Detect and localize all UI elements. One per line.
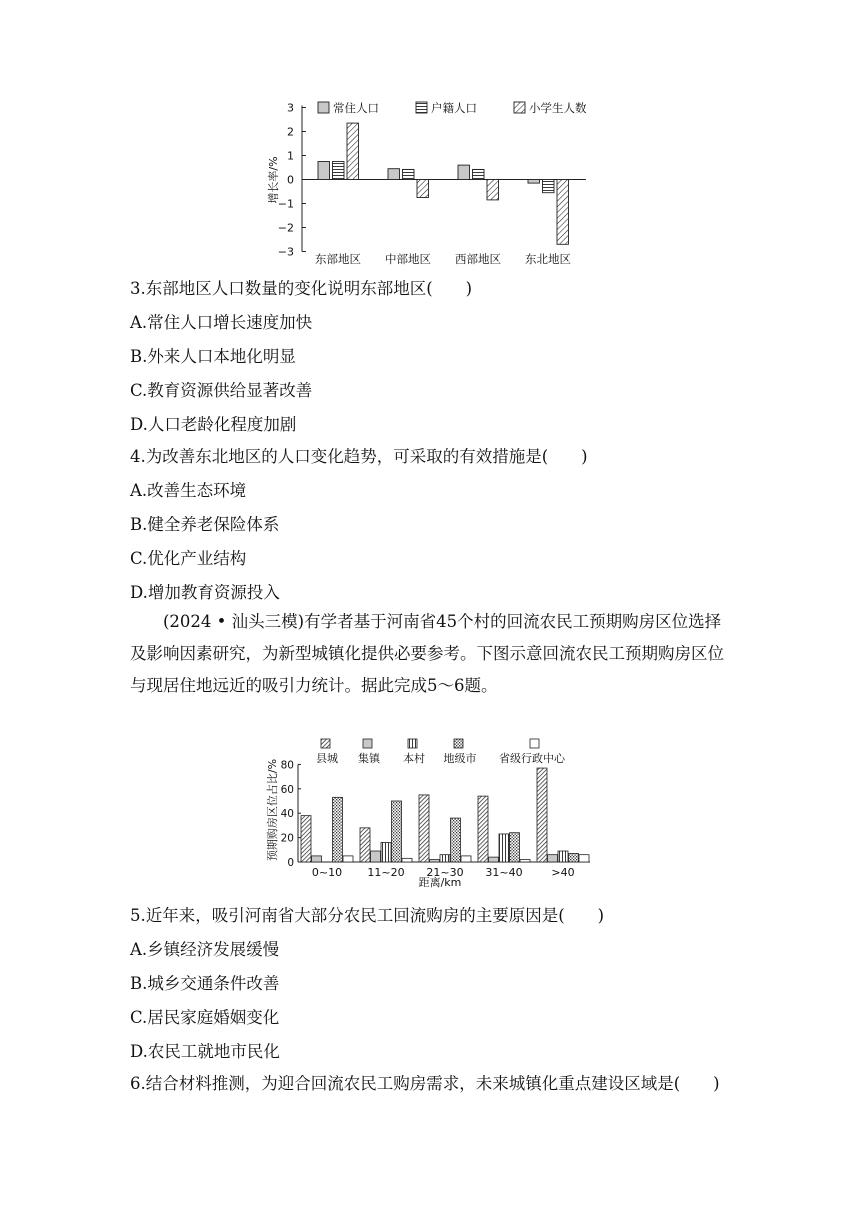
bar-省级行政中心	[579, 855, 589, 862]
bar-集镇	[489, 857, 499, 862]
material-paragraph	[130, 606, 735, 702]
q5-option-b[interactable]: B.城乡交通条件改善	[130, 974, 280, 993]
q4-option-a[interactable]: A.改善生态环境	[130, 481, 247, 500]
bar-集镇	[312, 856, 322, 862]
legend-label: 集镇	[358, 752, 380, 765]
q5-option-a[interactable]: A.乡镇经济发展缓慢	[130, 940, 280, 959]
bar-常住人口	[458, 165, 470, 179]
legend-swatch	[530, 739, 539, 748]
bar-集镇	[548, 855, 558, 862]
bar-地级市	[510, 833, 520, 862]
bar-地级市	[333, 797, 343, 862]
bar-省级行政中心	[343, 856, 353, 862]
bar-户籍人口	[403, 169, 415, 179]
q5-option-c[interactable]: C.居民家庭婚姻变化	[130, 1008, 280, 1027]
legend-swatch	[514, 102, 525, 113]
x-tick-label: 11~20	[367, 866, 405, 879]
bar-地级市	[392, 801, 402, 862]
legend-swatch	[363, 739, 372, 748]
bar-常住人口	[388, 169, 400, 180]
q4-option-b[interactable]: B.健全养老保险体系	[130, 515, 280, 534]
y-tick-label: 40	[280, 808, 294, 821]
y-tick-label: 20	[280, 832, 294, 845]
q5-option-d[interactable]: D.农民工就地市民化	[130, 1042, 280, 1061]
bar-本村	[499, 834, 509, 862]
y-tick-label: 60	[280, 783, 294, 796]
bar-本村	[381, 842, 391, 862]
x-axis-label: 距离/km	[418, 876, 462, 889]
y-tick-label: 2	[287, 125, 294, 139]
q4-option-d[interactable]: D.增加教育资源投入	[130, 583, 280, 602]
bar-集镇	[371, 851, 381, 862]
legend-label: 本村	[403, 752, 425, 765]
q3-option-b[interactable]: B.外来人口本地化明显	[130, 347, 296, 366]
q4-stem: 4.为改善东北地区的人口变化趋势，可采取的有效措施是( )	[130, 447, 588, 466]
bar-户籍人口	[333, 162, 345, 180]
y-tick-label: −1	[277, 197, 294, 211]
q6-stem: 6.结合材料推测，为迎合回流农民工购房需求，未来城镇化重点建设区域是( )	[130, 1074, 720, 1093]
legend-label: 县城	[316, 752, 338, 765]
bar-县城	[478, 796, 488, 862]
y-axis-label: 预期购房区位占比/%	[266, 758, 279, 862]
x-tick-label: 中部地区	[385, 252, 431, 266]
legend-swatch	[416, 102, 427, 113]
legend-swatch	[408, 739, 417, 748]
y-tick-label: 1	[287, 149, 294, 163]
q5-stem: 5.近年来，吸引河南省大部分农民工回流购房的主要原因是( )	[130, 906, 605, 925]
bar-县城	[537, 768, 547, 862]
y-axis-label: 增长率/%	[267, 156, 280, 204]
legend-label: 地级市	[443, 752, 477, 765]
housing-location-chart	[0, 730, 860, 930]
y-tick-label: 0	[287, 173, 294, 187]
bar-县城	[360, 828, 370, 862]
material-text: (2024 • 汕头三模)有学者基于河南省45个村的回流农民工预期购房区位选择及影响因素研究，为新型城镇化提供必要参考。下图示意回流农民工预期购房区位与现居住地远近的吸引力统计。据此完成5～6题。	[130, 612, 724, 695]
bar-户籍人口	[473, 169, 485, 179]
q3-option-a[interactable]: A.常住人口增长速度加快	[130, 313, 313, 332]
bar-省级行政中心	[461, 856, 471, 862]
bar-省级行政中心	[402, 858, 412, 862]
legend-label: 小学生人数	[529, 101, 587, 115]
y-tick-label: 3	[287, 101, 294, 115]
q3-option-c[interactable]: C.教育资源供给显著改善	[130, 381, 313, 400]
y-tick-label: −2	[277, 221, 294, 235]
bar-省级行政中心	[520, 860, 530, 862]
q4-option-c[interactable]: C.优化产业结构	[130, 549, 247, 568]
legend-swatch	[454, 739, 463, 748]
x-tick-label: 东部地区	[315, 252, 361, 266]
population-growth-chart	[0, 0, 860, 270]
bar-小学生人数	[347, 123, 359, 179]
bar-集镇	[430, 860, 440, 862]
x-tick-label: 31~40	[485, 866, 523, 879]
bar-地级市	[569, 853, 579, 862]
bar-地级市	[451, 818, 461, 862]
x-tick-label: 东北地区	[525, 252, 571, 266]
bar-县城	[419, 795, 429, 862]
x-tick-label: 0~10	[311, 866, 343, 879]
x-tick-label: 西部地区	[455, 252, 501, 266]
bar-县城	[301, 816, 311, 862]
x-tick-label: >40	[551, 866, 575, 879]
legend-swatch	[321, 739, 330, 748]
bar-本村	[558, 851, 568, 862]
bar-小学生人数	[487, 180, 499, 200]
legend-swatch	[318, 102, 329, 113]
x-tick-label: 21~30	[426, 866, 464, 879]
legend-label: 常住人口	[333, 101, 379, 115]
legend-label: 省级行政中心	[499, 752, 565, 765]
legend-label: 户籍人口	[431, 101, 477, 115]
q3-option-d[interactable]: D.人口老龄化程度加剧	[130, 415, 297, 434]
bar-小学生人数	[557, 180, 569, 245]
y-tick-label: 0	[287, 857, 294, 869]
bar-本村	[440, 855, 450, 862]
bar-户籍人口	[543, 180, 555, 193]
y-tick-label: −3	[277, 245, 294, 259]
bar-常住人口	[528, 180, 540, 184]
bar-常住人口	[318, 162, 330, 180]
q3-stem: 3.东部地区人口数量的变化说明东部地区( )	[130, 279, 473, 298]
bar-小学生人数	[417, 180, 429, 198]
y-tick-label: 80	[280, 759, 294, 772]
